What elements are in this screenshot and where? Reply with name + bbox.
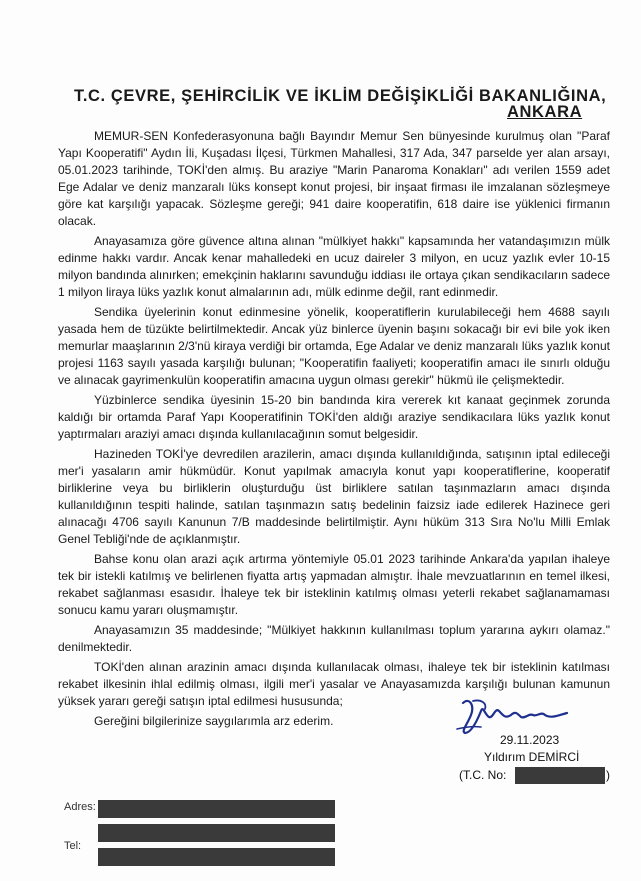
paragraph: Hazineden TOKİ'ye devredilen arazilerin, amacı dışında kullanıldığında, satışının iptal edileceği mer'i yasaların amir hükmüdür. Konut yapılmak amacıyla konut yapı kooperatiflerine, kooperatif birliklerine veya bu birliklerin oluşturduğu üst birliklere satılan taşınmazların amacı dışında kullanıldığının tespiti halinde, satılan taşınmazın satış bedelinin faizsiz iade edilerek Hazinece geri alınacağı 4706 sayılı Kanunun 7/B maddesinde belirtilmiştir. Aynı hüküm 313 Sıra No'lu Milli Emlak Genel Tebliği'nde de açıklanmıştır. xyxy=(58,447,610,546)
paragraph: TOKİ'den alınan arazinin amacı dışında kullanılacak olması, ihaleye tek bir isteklinin katılması rekabet ilkesinin ihlal edilmiş olması, ilgili mer'i yasalar ve Anayasamızda karşılığı bulunan kamunun yüksek yararı gereği satışın iptal edilmesi hususunda; xyxy=(58,660,610,708)
address-label: Adres: xyxy=(64,801,96,813)
addressee-title: T.C. ÇEVRE, ŞEHİRCİLİK VE İKLİM DEĞİŞİKLİĞİ BAKANLIĞINA, xyxy=(74,87,607,105)
paragraph: Anayasamızın 35 maddesinde; "Mülkiyet hakkının kullanılması toplum yararına aykırı olamaz." denilmektedir. xyxy=(58,623,610,654)
paragraph: Sendika üyelerinin konut edinmesine yönelik, kooperatiflerin kurulabileceği hem 4688 sayılı yasada hem de tüzükte belirtilmektedir. Ancak yüz binlerce üyenin başını sokacağı bir evi bile yok iken memurlar maaşlarının 2/3'nü kiraya verdiği bir ortamda, Ege Adalar ve deniz manzaralı lüks yazlık konut projesi 1163 sayılı yasada karşılığı bulunan; "Kooperatifin faaliyeti; kooperatifin amacı ile sınırlı olduğu ve alınacak gayrimenkulün kooperatifin amacına uygun olması gerekir" hükmü ile çelişmektedir. xyxy=(58,305,610,387)
address-redaction xyxy=(98,800,335,818)
paragraph: Gereğini bilgilerinize saygılarımla arz ederim. xyxy=(94,714,334,728)
signatory-name: Yıldırım DEMİRCİ xyxy=(484,750,580,764)
tc-number-line xyxy=(459,768,506,782)
paragraph: Anayasamıza göre güvence altına alınan "mülkiyet hakkı" kapsamında her vatandaşımızın mülk edinme hakkı vardır. Ancak kenar mahalledeki en ucuz daireler 3 milyon, en ucuz yazlık evler 10-15 milyon bandında alınırken; emekçinin haklarını savunduğu iddiası ile ortaya çıkan sendikacıların sadece 1 milyon liraya lüks yazlık konut almalarının adı, mülk edinme değil, rant edinmedir. xyxy=(58,234,610,299)
tc-number-label: (T.C. No: xyxy=(459,768,507,782)
tc-number-close: ) xyxy=(606,768,610,782)
phone-redaction xyxy=(98,848,335,866)
paragraph: Bahse konu olan arazi açık artırma yöntemiyle 05.01 2023 tarihinde Ankara'da yapılan ihaleye tek bir istekli katılmış ve belirlenen fiyatta artış yapmadan almıştır. İhale mevzuatlarının en temel ilkesi, rekabet sağlanması esasıdır. İhaleye tek bir isteklinin katılmış olması yeterli rekabet sağlanamaması sonucu kamu yararı oluşmamıştır. xyxy=(58,552,610,617)
signature-date: 29.11.2023 xyxy=(500,733,560,747)
phone-label: Tel: xyxy=(64,840,82,852)
paragraph: MEMUR-SEN Konfederasyonuna bağlı Bayındır Memur Sen bünyesinde kurulmuş olan "Paraf Yapı Kooperatifi" Aydın İli, Kuşadası İlçesi, Türkmen Mahallesi, 317 Ada, 347 parselde yer alan arsayı, 05.01.2023 tarihinde, TOKİ'den almış. Bu araziye "Marin Panaroma Konakları" adı verilen 1559 adet Ege Adalar ve deniz manzaralı lüks konsept konut projesi, bir inşaat firması ile imzalanan sözleşmeye göre kat karşılığı yapacak. Sözleşme gereği; 941 daire kooperatifin, 618 daire ise yüklenici firmanın olacak. xyxy=(58,129,610,228)
address-redaction xyxy=(98,824,335,842)
tc-number-redaction xyxy=(515,767,605,784)
petition-body xyxy=(58,128,610,733)
paragraph: Yüzbinlerce sendika üyesinin 15-20 bin bandında kira vererek kıt kanaat geçinmek zorunda kaldığı bir ortamda Paraf Yapı Kooperatifinin TOKİ'den aldığı araziye sendikacılara lüks yazlık konut yaptırmaları araziyi amacı dışında kullanılacağının somut belgesidir. xyxy=(58,393,610,441)
addressee-city: ANKARA xyxy=(507,103,583,121)
